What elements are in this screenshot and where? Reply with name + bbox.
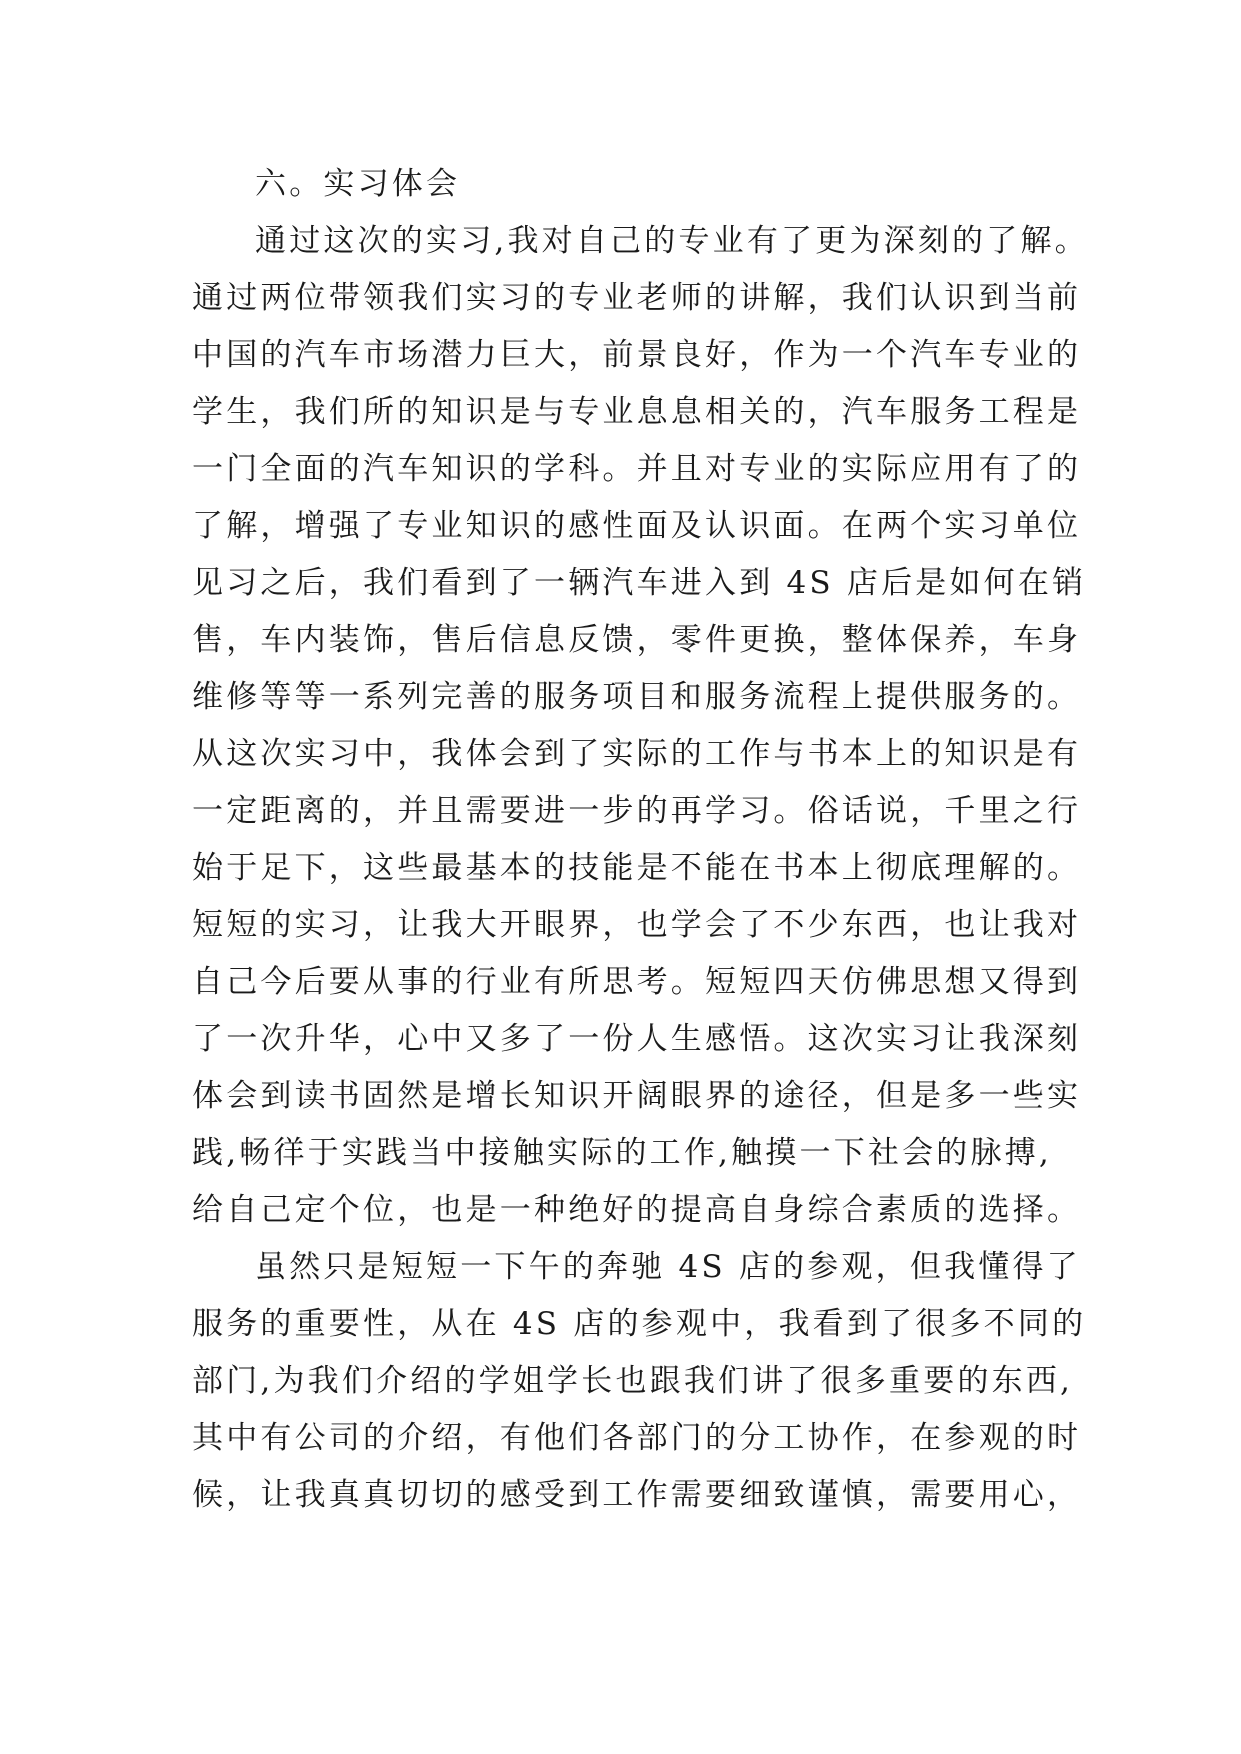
paragraph-line: 了一次升华，心中又多了一份人生感悟。这次实习让我深刻: [192, 1021, 1082, 1057]
paragraph-line: 服务的重要性，从在 4S 店的参观中，我看到了很多不同的: [192, 1306, 1087, 1342]
paragraph-line: 售，车内装饰，售后信息反馈，零件更换，整体保养，车身: [192, 622, 1082, 658]
paragraph-line: 见习之后，我们看到了一辆汽车进入到 4S 店后是如何在销: [192, 565, 1087, 601]
section-heading: 六。实习体会: [255, 166, 461, 202]
paragraph-line: 践,畅徉于实践当中接触实际的工作,触摸一下社会的脉搏,: [192, 1135, 1052, 1171]
paragraph-line: 学生，我们所的知识是与专业息息相关的，汽车服务工程是: [192, 394, 1082, 430]
paragraph-line: 中国的汽车市场潜力巨大，前景良好，作为一个汽车专业的: [192, 337, 1082, 373]
paragraph-line: 短短的实习，让我大开眼界，也学会了不少东西，也让我对: [192, 907, 1082, 943]
paragraph-line: 一定距离的，并且需要进一步的再学习。俗话说，千里之行: [192, 793, 1082, 829]
paragraph-line: 候，让我真真切切的感受到工作需要细致谨慎，需要用心，: [192, 1477, 1082, 1513]
paragraph-line: 通过两位带领我们实习的专业老师的讲解，我们认识到当前: [192, 280, 1082, 316]
paragraph-line: 虽然只是短短一下午的奔驰 4S 店的参观，但我懂得了: [255, 1249, 1081, 1285]
paragraph-line: 一门全面的汽车知识的学科。并且对专业的实际应用有了的: [192, 451, 1082, 487]
paragraph-line: 了解，增强了专业知识的感性面及认识面。在两个实习单位: [192, 508, 1082, 544]
paragraph-line: 从这次实习中，我体会到了实际的工作与书本上的知识是有: [192, 736, 1082, 772]
paragraph-line: 给自己定个位，也是一种绝好的提高自身综合素质的选择。: [192, 1192, 1082, 1228]
paragraph-line: 自己今后要从事的行业有所思考。短短四天仿佛思想又得到: [192, 964, 1082, 1000]
paragraph-line: 通过这次的实习,我对自己的专业有了更为深刻的了解。: [255, 223, 1089, 259]
paragraph-line: 部门,为我们介绍的学姐学长也跟我们讲了很多重要的东西,: [192, 1363, 1074, 1399]
paragraph-line: 始于足下，这些最基本的技能是不能在书本上彻底理解的。: [192, 850, 1082, 886]
paragraph-line: 体会到读书固然是增长知识开阔眼界的途径，但是多一些实: [192, 1078, 1082, 1114]
paragraph-line: 维修等等一系列完善的服务项目和服务流程上提供服务的。: [192, 679, 1082, 715]
paragraph-line: 其中有公司的介绍，有他们各部门的分工协作，在参观的时: [192, 1420, 1082, 1456]
